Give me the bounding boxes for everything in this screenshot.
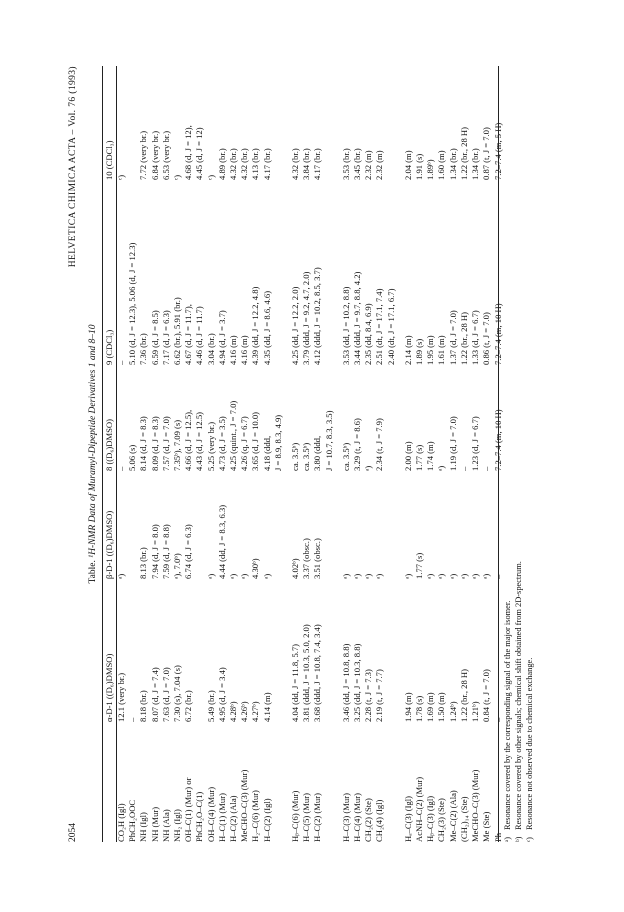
table-cell: 0.87 (t, J = 7.0) (481, 127, 492, 180)
table-cell: ᵃ) (402, 573, 413, 579)
proton-label: H₂–C(6) (Mur) (250, 790, 261, 842)
table-cell: 4.16 (m) (239, 335, 250, 365)
footnote-mark: ᵇ) (514, 836, 523, 842)
proton-label: MeCHO–C(3) (Mur) (470, 769, 481, 842)
table-row (363, 66, 374, 842)
table-cell: 2.14 (m) (402, 335, 413, 365)
table-row (341, 66, 352, 842)
table-cell: 1.34 (br.) (447, 148, 458, 180)
table-cell: 3.04 (br.) (205, 333, 216, 365)
table-cell: ᵃ) (436, 573, 447, 579)
table-cell: 7.30 (s), 7.04 (s) (172, 665, 183, 722)
table-cell: ᵃ) (363, 573, 374, 579)
nmr-table-body (116, 66, 504, 842)
table-cell: 3.44 (ddd, J = 9.7, 8.8, 4.2) (352, 271, 363, 365)
table-cell: ᶜ) (116, 174, 126, 180)
proton-label: MeCHO–C(3) (Mur) (239, 769, 250, 842)
table-cell: ᵃ) (425, 573, 436, 579)
table-cell: 1.77 (s) (414, 444, 425, 471)
table-cell: 7.36 (br.) (138, 333, 149, 365)
table-cell: ᵃ) (261, 573, 272, 579)
table-row (403, 66, 414, 842)
table-cell: 4.32 (br.) (239, 148, 250, 180)
table-cell: ᵃ) (481, 573, 492, 579)
table-row (138, 66, 149, 842)
table-row (262, 66, 273, 842)
table-cell: 1.24ᵇ) (447, 701, 458, 722)
proton-label: CO₂H (Igl) (116, 803, 126, 842)
table-cell: 3.53 (br.) (340, 148, 351, 180)
table-cell (386, 579, 397, 722)
table-cell: ᵃ) (436, 465, 447, 471)
proton-label: CH₂(3) (Ste) (436, 798, 447, 842)
table-cell: 4.68 (d, J = 12), (183, 125, 194, 180)
table-caption: ¹H-NMR Data of Muramyl-Dipeptide Derivatives 1 and 8–10 (88, 324, 98, 558)
proton-label: NH (Mur) (149, 806, 160, 842)
table-cell: 4.89 (br.) (216, 148, 227, 180)
table-cell: 7.2–7.4 (m, 10 H) (492, 409, 503, 471)
table-row (324, 66, 335, 842)
proton-label: H–C(2) (Ala) (228, 795, 239, 842)
table-cell: 1.22 (br., 28 H) (458, 669, 469, 722)
proton-label: PhCH₂OOC (127, 799, 138, 842)
table-cell: 4.73 (d, J = 3.5) (216, 416, 227, 471)
table-cell: – (116, 360, 126, 365)
table-cell: ᵃ) (205, 573, 216, 579)
table-cell: 7.2–7.4 (m, 5 H) (492, 122, 503, 180)
table-cell: 4.46 (d, J = 11.7) (194, 306, 205, 365)
table-cell: ᵃ) (228, 573, 239, 579)
table-row (436, 66, 447, 842)
table-cell: J = 8.9, 8.3, 4.9) (272, 414, 283, 471)
table-cell: 4.32 (br.) (290, 148, 301, 180)
table-cell: 5.06 (s) (127, 444, 138, 471)
table-cell: ᵃ) (470, 573, 481, 579)
top-rule (102, 66, 103, 842)
footnote (513, 66, 524, 842)
column-header: α-D-1 ((D₆)DMSO) (104, 653, 114, 722)
table-cell: 4.16 (m) (228, 335, 239, 365)
table-cell: ᵃ) (458, 573, 469, 579)
table-row (481, 66, 492, 842)
table-row (374, 66, 385, 842)
proton-label: H–C(3) (Mur) (340, 793, 351, 842)
table-cell: 7.17 (d, J = 6.3) (160, 310, 171, 365)
table-cell: 8.07 (d, J = 7.4) (149, 667, 160, 722)
table-cell: 0.86 (t, J = 7.0) (481, 312, 492, 365)
table-row (239, 66, 250, 842)
proton-label: H–C(4) (Mur) (352, 793, 363, 842)
table-cell: ᵃ) (116, 573, 126, 579)
table-row (127, 66, 138, 842)
table-cell: 5.49 (br.) (205, 690, 216, 722)
table-cell: 4.32 (br.) (228, 148, 239, 180)
table-cell: 4.45 (d, J = 12) (194, 127, 205, 180)
proton-label (386, 722, 397, 842)
proton-label: Hₐ–C(3) (Igl) (402, 795, 413, 842)
table-cell: 4.43 (d, J = 12.5) (194, 411, 205, 471)
footnote-text: Resonance covered by other signals; chemical shift obtained from 2D-spectrum. (514, 561, 523, 830)
table-row (194, 66, 205, 842)
table-cell: 3.45 (br.) (352, 148, 363, 180)
table-cell: 8.14 (d, J = 8.3) (138, 416, 149, 471)
table-cell: 2.51 (dt, J = 17.1, 7.4) (374, 288, 385, 365)
table-cell: – (116, 466, 126, 471)
table-cell: 4.95 (d, J = 3.4) (216, 667, 227, 722)
table-cell: 8.18 (br.) (138, 690, 149, 722)
table-cell: 2.28 (t, J = 7.3) (363, 669, 374, 722)
table-cell: 4.28ᵇ) (228, 701, 239, 722)
table-cell: – (127, 717, 138, 722)
proton-label: H–C(1) (Mur) (216, 793, 227, 842)
table-cell: 1.33 (d, J = 6.7) (470, 310, 481, 365)
table-cell: 4.14 (m) (261, 692, 272, 722)
table-cell: 3.81 (ddd, J = 10.3, 5.0, 2.0) (301, 624, 312, 722)
proton-label: AcNH–C(2) (Mur) (414, 776, 425, 842)
table-cell: 6.84 (very br.) (149, 130, 160, 180)
proton-label: H–C(2) (Mur) (312, 793, 323, 842)
table-cell (324, 579, 335, 722)
table-cell: 3.51 (obsc.) (312, 538, 323, 579)
table-cell: J = 10.7, 8.3, 3.5) (323, 410, 334, 471)
table-cell: ca. 3.5ᵇ) (340, 442, 351, 471)
table-cell: 1.22 (br., 28 H) (458, 312, 469, 365)
table-cell: 4.66 (d, J = 12.5), (183, 409, 194, 471)
table-cell: 2.34 (t, J = 7.9) (374, 418, 385, 471)
table-cell: 4.30ᵇ) (250, 558, 261, 579)
proton-label: CH₂(2) (Ste) (363, 798, 374, 842)
table-cell: 3.46 (dd, J = 10.8, 8.8) (340, 643, 351, 722)
table-header-row (104, 66, 115, 842)
proton-label: (CH₂)₁₄ (Ste) (458, 796, 469, 842)
table-cell: ᵃ) (363, 465, 374, 471)
table-row (414, 66, 425, 842)
table-cell: ca. 3.5ᵇ) (301, 442, 312, 471)
table-label: Table. (88, 560, 98, 584)
table-cell: ᵃ) (340, 573, 351, 579)
table-cell: 8.13 (br.) (138, 547, 149, 579)
table-cell (127, 471, 138, 579)
table-cell: – (458, 466, 469, 471)
table-cell (127, 66, 138, 180)
table-row (301, 66, 312, 842)
proton-label: Hᵦ–C(6) (Mur) (290, 790, 301, 842)
table-cell: 3.37 (obsc.) (301, 538, 312, 579)
table-cell: ᵃ) (447, 573, 458, 579)
table-cell: 3.53 (dd, J = 10.2, 8.8) (340, 286, 351, 365)
footnote (524, 66, 535, 842)
rotated-page (68, 66, 578, 842)
table-cell: 1.94 (m) (402, 692, 413, 722)
table-cell: 4.26 (q, J = 6.7) (239, 416, 250, 471)
table-cell: 0.84 (t, J = 7.0) (481, 669, 492, 722)
table-cell: ᶜ) (172, 174, 183, 180)
bottom-rule (498, 66, 499, 842)
table-cell: 4.12 (ddd, J = 10.2, 8.5, 3.7) (312, 267, 323, 365)
table-cell: 1.61 (m) (436, 335, 447, 365)
table-row (150, 66, 161, 842)
table-cell: – (492, 717, 503, 722)
table-cell: 3.65 (d, J = 10.0) (250, 411, 261, 471)
footnote-text: Resonance covered by the corresponding signal of the major isomer. (503, 600, 512, 830)
proton-label (324, 722, 335, 842)
table-cell: 6.53 (very br.) (160, 130, 171, 180)
table-cell: 1.60 (m) (436, 150, 447, 180)
column-header: 8 ((D₆)DMSO) (104, 419, 114, 471)
table-title (88, 66, 98, 842)
proton-label: CH₂(4) (Igl) (374, 799, 385, 842)
table-row (206, 66, 217, 842)
table-cell: 1.69 (m) (425, 692, 436, 722)
table-row (425, 66, 436, 842)
table-cell: – (492, 574, 503, 579)
table-cell: 1.34 (br.) (470, 148, 481, 180)
table-row (183, 66, 194, 842)
proton-label: OH–C(4) (Mur) (205, 786, 216, 842)
column-header: 10 (CDCl₃) (104, 140, 114, 180)
table-cell (324, 66, 335, 180)
table-cell: 1.22 (br., 28 H) (458, 127, 469, 180)
table-row (172, 66, 183, 842)
table-cell: 3.29 (t, J = 8.6) (352, 418, 363, 471)
table-cell (386, 66, 397, 180)
table-cell: ᵃ) (374, 573, 385, 579)
table-cell: 6.74 (d, J = 6.3) (183, 524, 194, 579)
table-cell: 4.27ᵇ) (250, 701, 261, 722)
table-cell: ᶜ) (205, 174, 216, 180)
table-row (352, 66, 363, 842)
table-row (273, 66, 284, 842)
table-cell: 2.32 (m) (363, 150, 374, 180)
table-cell: 2.40 (dt, J = 17.1, 6.7) (385, 288, 396, 365)
table-row (386, 66, 397, 842)
table-cell: 2.19 (t, J = 7.7) (374, 669, 385, 722)
table-cell: 1.78 (s) (414, 695, 425, 722)
table-cell (273, 66, 284, 180)
table-cell: 7.59 (d, J = 8.8) (160, 524, 171, 579)
column-header (104, 722, 115, 842)
table-cell: 3.80 (ddd, (312, 435, 323, 471)
table-cell: 4.25 (dd, J = 12.2, 2.0) (290, 286, 301, 365)
proton-label: NH (Ala) (160, 809, 171, 842)
table-cell: 4.39 (dd, J = 12.2, 4.8) (250, 286, 261, 365)
table-cell: 7.35ᵇ), 7.09 (s) (172, 419, 183, 471)
table-cell: 2.32 (m) (374, 150, 385, 180)
proton-label: H–C(5) (Mur) (301, 793, 312, 842)
table-cell: ᵃ) (239, 573, 250, 579)
table-row (290, 66, 301, 842)
table-cell: 3.25 (dd, J = 10.3, 8.8) (352, 643, 363, 722)
table-cell: 1.74 (m) (425, 441, 436, 471)
table-row (161, 66, 172, 842)
table-cell: 1.89ᵇ) (425, 159, 436, 180)
table-cell: 7.57 (d, J = 7.0) (160, 416, 171, 471)
proton-label (273, 722, 284, 842)
table-cell: 7.2–7.4 (m, 10 H) (492, 303, 503, 365)
table-cell: 3.68 (ddd, J = 10.8, 7.4, 3.4) (312, 624, 323, 722)
table-cell (324, 471, 335, 579)
table-cell: 1.95 (m) (425, 335, 436, 365)
table-cell: 3.79 (ddd, J = 9.2, 4.7, 2.0) (301, 271, 312, 365)
proton-label: Hᵦ–C(3) (Igl) (425, 795, 436, 842)
table-cell: 12.1 (very br.) (116, 672, 126, 722)
table-cell: 1.37 (d, J = 7.0) (447, 310, 458, 365)
table-cell: 8.09 (d, J = 8.3) (149, 416, 160, 471)
proton-label: PhCH₂O–C(1) (194, 791, 205, 842)
table-cell: 4.25 (quint., J = 7.0) (228, 400, 239, 471)
table-cell: 2.00 (m) (402, 441, 413, 471)
table-cell: 6.72 (br.) (183, 690, 194, 722)
column-header: 9 (CDCl₃) (104, 329, 114, 365)
proton-label: NH (Igl) (138, 812, 149, 842)
table-row (116, 66, 127, 842)
table-cell: 4.18 (ddd, (261, 435, 272, 471)
table-cell: 4.02ᵇ) (290, 558, 301, 579)
table-cell: 1.21ᵇ) (470, 701, 481, 722)
table-cell: 4.17 (br.) (261, 148, 272, 180)
table-cell: 1.89 (s) (414, 338, 425, 365)
table-cell (324, 180, 335, 365)
footnote-text: Resonance not observed due to chemical exchange. (525, 657, 534, 830)
table-cell: 1.50 (m) (436, 692, 447, 722)
table-cell: 4.94 (d, J = 3.7) (216, 310, 227, 365)
column-header: β-D-1 ((D₆)DMSO) (104, 510, 114, 579)
proton-label: NH₂ (Igl) (172, 809, 183, 842)
table-row (250, 66, 261, 842)
table-cell: 7.63 (d, J = 7.0) (160, 667, 171, 722)
table-cell: 4.26ᵇ) (239, 701, 250, 722)
table-cell: – (481, 466, 492, 471)
proton-label: H–C(2) (Igl) (261, 798, 272, 842)
table-cell (386, 365, 397, 471)
footnote-mark: ᵃ) (503, 836, 512, 842)
table-cell: 4.13 (br.) (250, 148, 261, 180)
table-cell: ᵃ) (352, 573, 363, 579)
proton-label: Me (Ste) (481, 811, 492, 842)
running-header (68, 66, 82, 842)
table-cell: 4.17 (br.) (312, 148, 323, 180)
table-cell: 2.04 (m) (402, 150, 413, 180)
table-cell (386, 471, 397, 579)
table-cell: 6.59 (d, J = 8.5) (149, 310, 160, 365)
table-cell: 6.62 (br.), 5.91 (br.) (172, 297, 183, 365)
footnotes (502, 66, 535, 842)
journal-header: HELVETICA CHIMICA ACTA – Vol. 76 (1993) (68, 66, 78, 268)
table-cell: 4.04 (dd, J = 11.8, 5.7) (290, 643, 301, 722)
table-row (228, 66, 239, 842)
table-cell: 4.44 (dd, J = 8.3, 6.3) (216, 504, 227, 579)
table-cell: 7.72 (very br.) (138, 130, 149, 180)
proton-label: OH–C(1) (Mur) or (183, 777, 194, 842)
table-cell: 2.35 (dd, 8.4, 6.9) (363, 303, 374, 365)
table-cell (273, 471, 284, 579)
table-cell (273, 180, 284, 365)
table-cell (273, 579, 284, 722)
table-cell: ca. 3.5ᵇ) (290, 442, 301, 471)
table-row (217, 66, 228, 842)
table-row (470, 66, 481, 842)
page-number: 2054 (68, 823, 78, 842)
table-cell: 4.67 (d, J = 11.7), (183, 304, 194, 365)
table-cell: 5.10 (d, J = 12.3), 5.06 (d, J = 12.3) (127, 242, 138, 365)
table-row (459, 66, 470, 842)
table-cell: 1.77 (s) (414, 552, 425, 579)
proton-label: Ph (492, 832, 503, 842)
table-cell: 1.91 (s) (414, 153, 425, 180)
table-row (312, 66, 323, 842)
table-cell (194, 579, 205, 722)
table-cell: 4.35 (dd, J = 8.6, 4.6) (261, 290, 272, 365)
table-cell: 1.19 (d, J = 7.0) (447, 416, 458, 471)
table-cell: 3.84 (br.) (301, 148, 312, 180)
table-cell: 1.23 (d, J = 6.7) (470, 416, 481, 471)
footnote-mark: ᶜ) (525, 837, 534, 842)
table-row (448, 66, 459, 842)
table-cell: 5.25 (very br.) (205, 421, 216, 471)
proton-label: Me–C(2) (Ala) (447, 790, 458, 842)
table-cell: ᵃ), 7.0ᵇ) (172, 553, 183, 579)
table-cell: 7.94 (d, J = 8.0) (149, 524, 160, 579)
footnote (502, 66, 513, 842)
table-cell (194, 471, 205, 579)
